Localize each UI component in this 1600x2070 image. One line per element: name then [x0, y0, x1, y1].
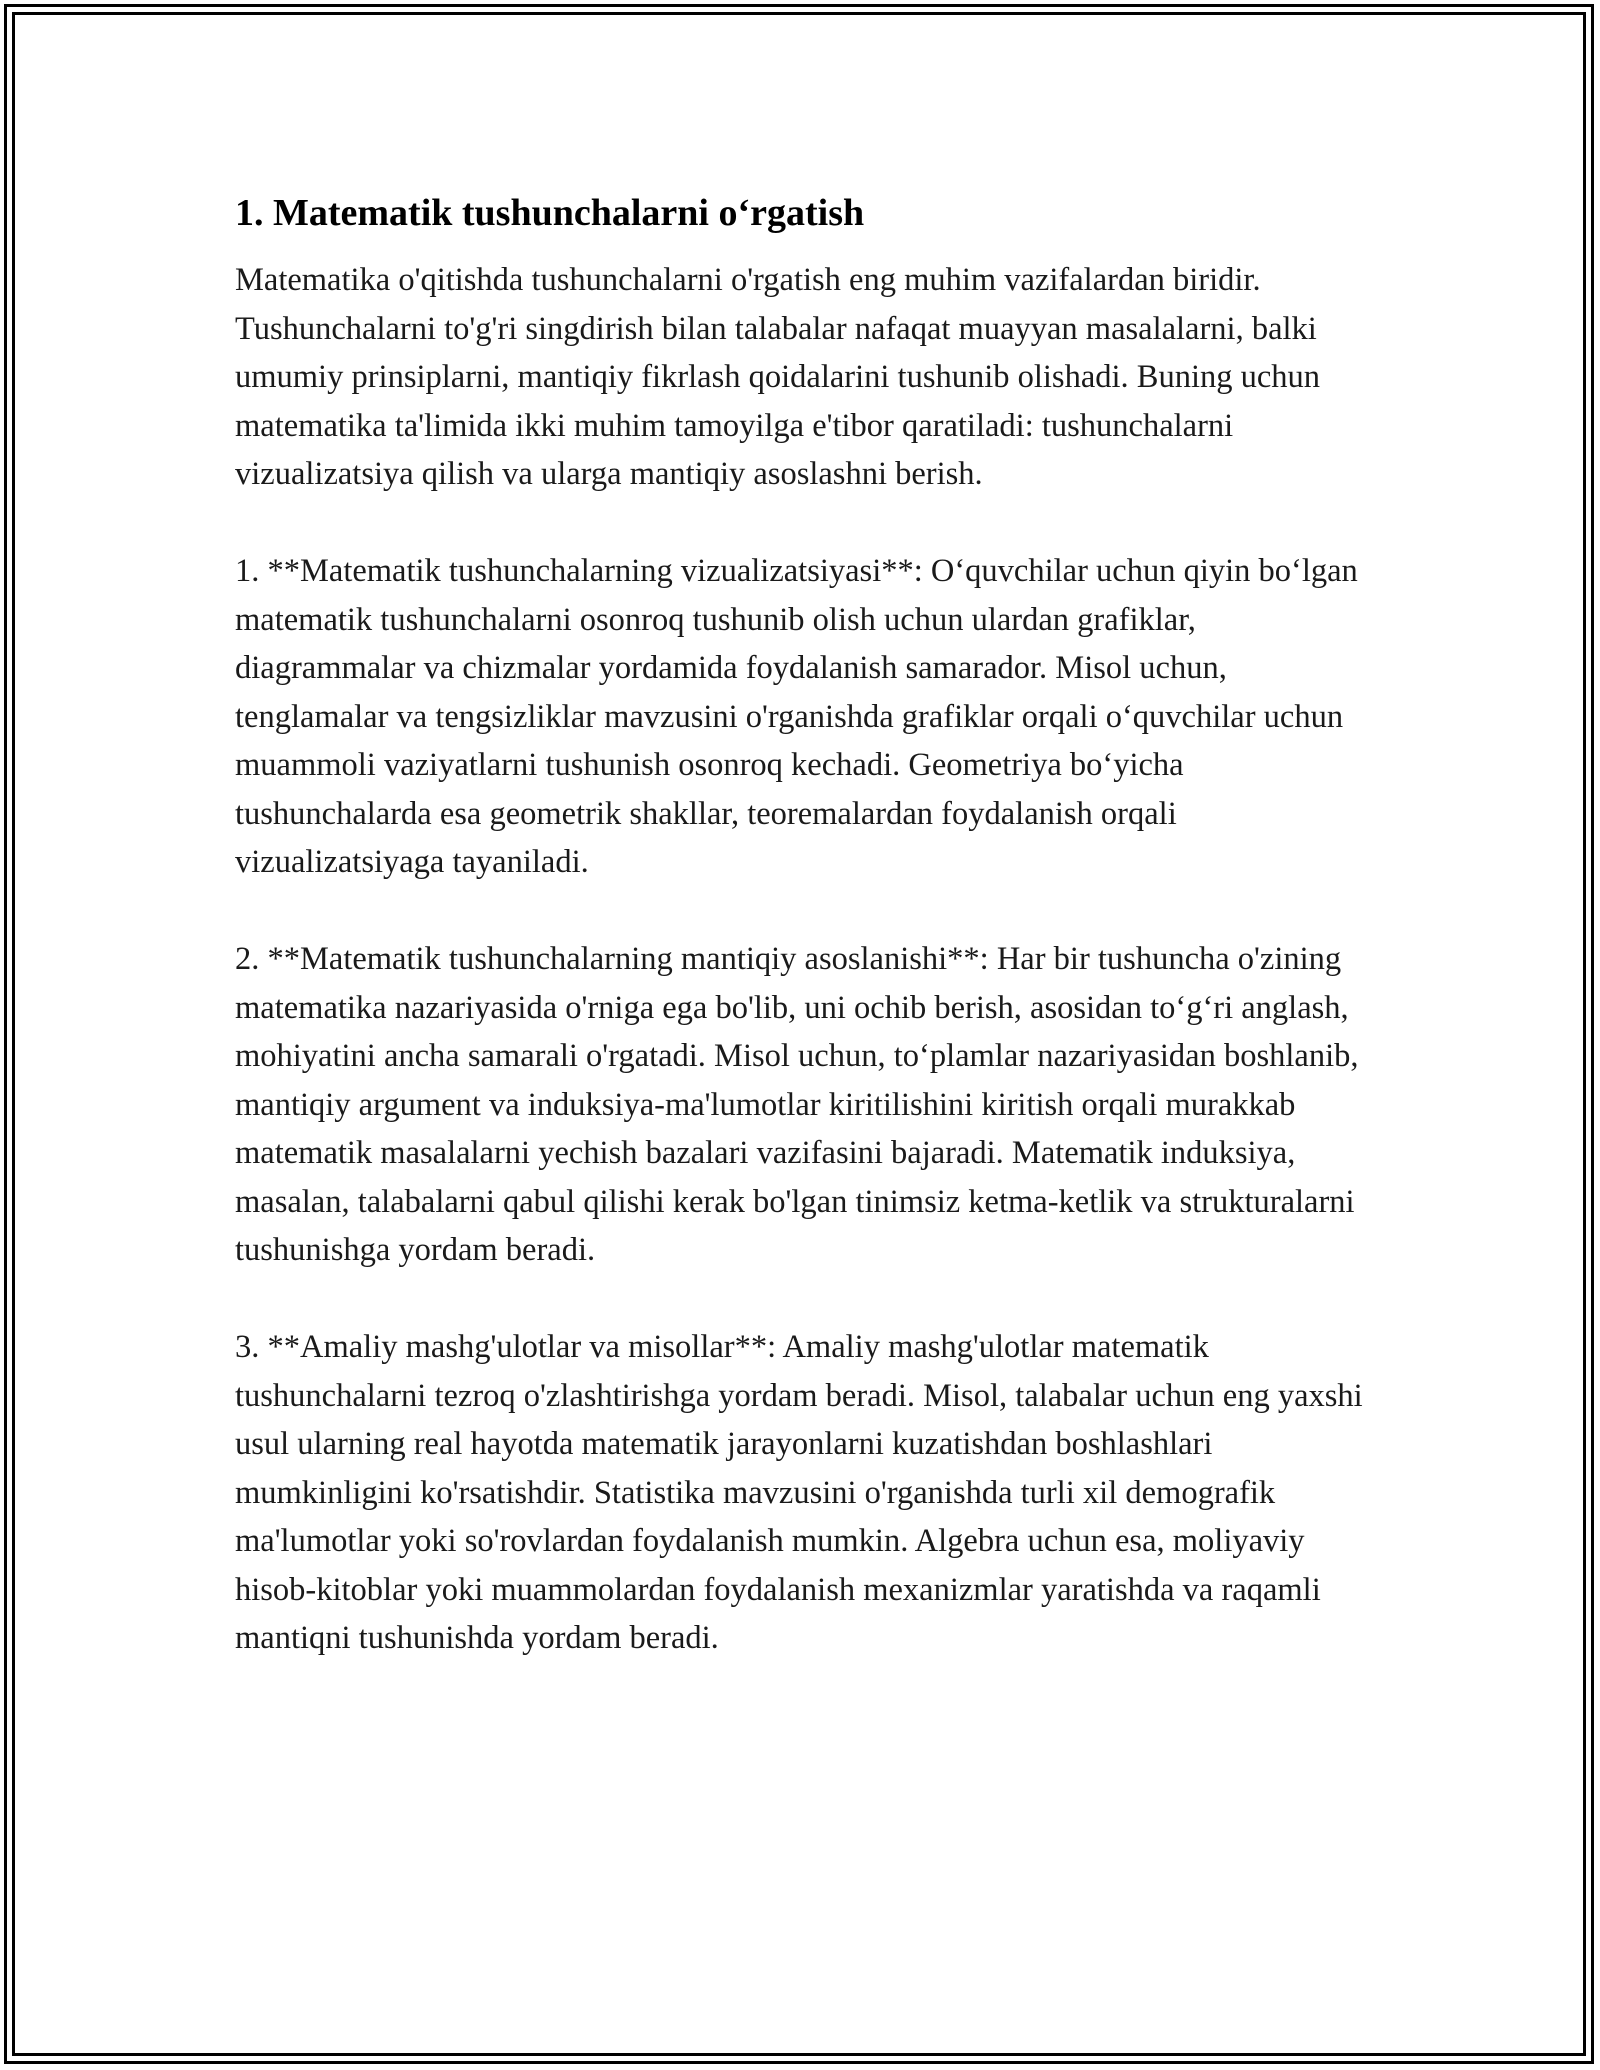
intro-paragraph: Matematika o'qitishda tushunchalarni o'rgatish eng muhim vazifalardan biridir. Tushunchalarni to'g'ri singdirish bilan talabalar nafaqat muayyan masalalarni, balki umumiy prinsiplarni, mantiqiy fikrlash qoidalarini tushunib olishadi. Buning uchun matematika ta'limida ikki muhim tamoyilga e'tibor qaratiladi: tushunchalarni vizualizatsiya qilish va ularga mantiqiy asoslashni berish. — [235, 262, 1321, 492]
paragraph-logical-basis: 2. **Matematik tushunchalarning mantiqiy asoslanishi**: Har bir tushuncha o'zining matematika nazariyasida o'rniga ega bo'lib, uni ochib berish, asosidan to‘g‘ri anglash, mohiyatini ancha samarali o'rgatadi. Misol uchun, to‘plamlar nazariyasidan boshlanib, mantiqiy argument va induksiya-ma'lumotlar kiritilishini kiritish orqali murakkab matematik masalalarni yechish bazalari vazifasini bajaradi. Matematik induksiya, masalan, talabalarni qabul qilishi kerak bo'lgan tinimsiz ketma-ketlik va strukturalarni tushunishga yordam beradi. — [235, 941, 1359, 1268]
document-body — [235, 188, 1365, 1711]
paragraph-practical-exercises: 3. **Amaliy mashg'ulotlar va misollar**: Amaliy mashg'ulotlar matematik tushunchalarni tezroq o'zlashtirishga yordam beradi. Misol, talabalar uchun eng yaxshi usul ularning real hayotda matematik jarayonlarni kuzatishdan boshlashlari mumkinligini ko'rsatishdir. Statistika mavzusini o'rganishda turli xil demografik ma'lumotlar yoki so'rovlardan foydalanish mumkin. Algebra uchun esa, moliyaviy hisob-kitoblar yoki muammolardan foydalanish mexanizmlar yaratishda va raqamli mantiqni tushunishda yordam beradi. — [235, 1329, 1363, 1656]
paragraph-visualization: 1. **Matematik tushunchalarning vizualizatsiyasi**: O‘quvchilar uchun qiyin bo‘lgan matematik tushunchalarni osonroq tushunib olish uchun ulardan grafiklar, diagrammalar va chizmalar yordamida foydalanish samarador. Misol uchun, tenglamalar va tengsizliklar mavzusini o'rganishda grafiklar orqali o‘quvchilar uchun muammoli vaziyatlarni tushunish osonroq kechadi. Geometriya bo‘yicha tushunchalarda esa geometrik shakllar, teoremalardan foydalanish orqali vizualizatsiyaga tayaniladi. — [235, 553, 1358, 880]
document-title: 1. Matematik tushunchalarni o‘rgatish — [235, 192, 865, 234]
